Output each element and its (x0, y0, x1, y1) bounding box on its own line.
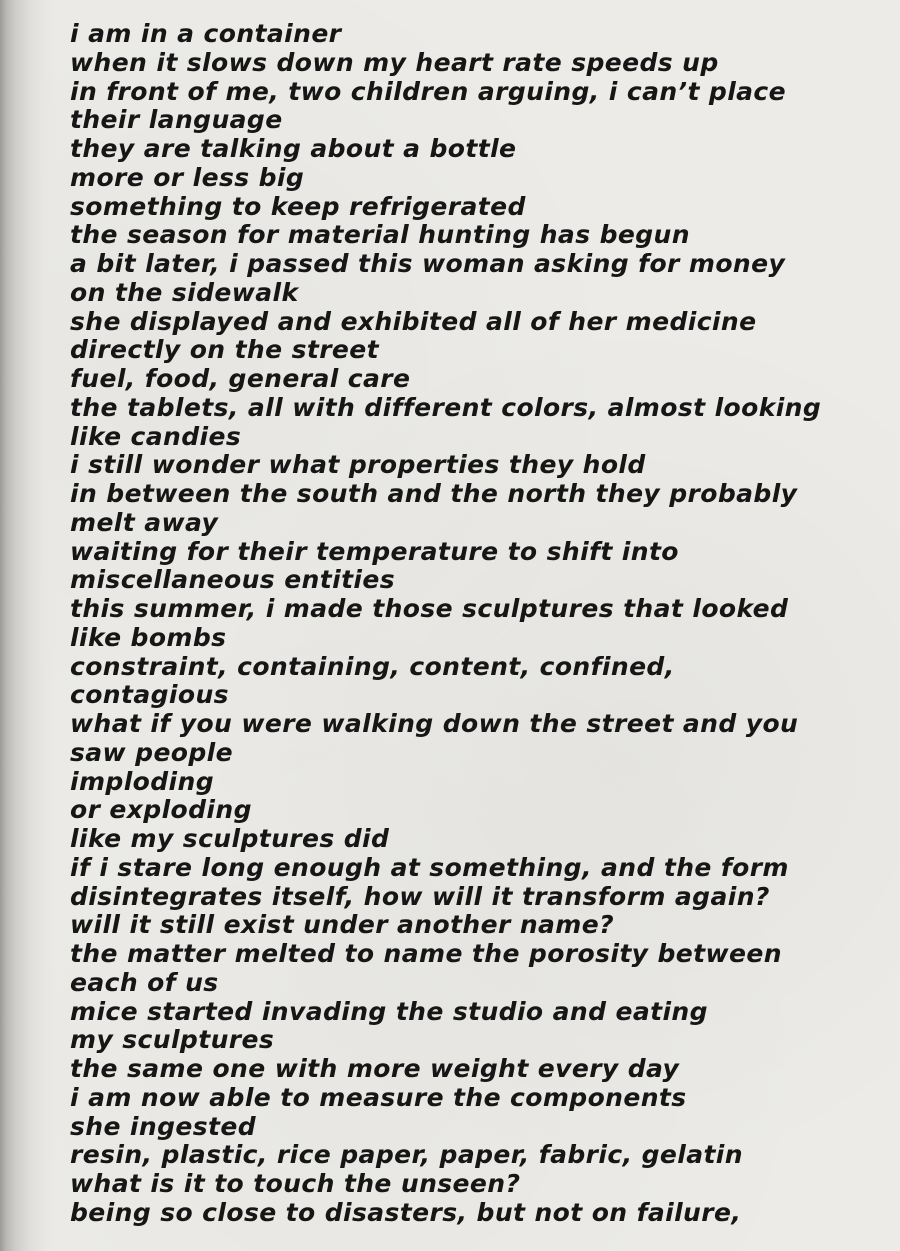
poem-line: or exploding (70, 795, 252, 825)
poem-line: miscellaneous entities (70, 565, 396, 595)
poem-line: this summer, i made those sculptures that looked (70, 594, 789, 623)
poem-line: mice started invading the studio and eating (70, 996, 708, 1026)
poem-line: saw people (70, 737, 233, 767)
poem-line: will it still exist under another name? (70, 910, 614, 940)
poem-line: i am now able to measure the components (70, 1082, 687, 1112)
poem-line: like candies (70, 421, 242, 451)
poem-line: each of us (70, 967, 219, 997)
poem-line: she ingested (70, 1111, 257, 1141)
poem-line: being so close to disasters, but not on failure, (70, 1197, 742, 1227)
poem-text (70, 20, 890, 1228)
poem-line: in front of me, two children arguing, i can’t place (70, 76, 787, 106)
poem-line: i still wonder what properties they hold (70, 450, 646, 480)
poem-line: waiting for their temperature to shift into (70, 536, 679, 566)
poem-line: they are talking about a bottle (70, 134, 517, 163)
poem-line: the season for material hunting has begun (70, 220, 690, 250)
poem-line: like bombs (70, 622, 227, 652)
poem-line: more or less big (70, 162, 305, 192)
book-gutter-shadow (0, 0, 58, 1251)
poem-line: resin, plastic, rice paper, paper, fabric, gelatin (70, 1140, 743, 1170)
poem-line: their language (70, 105, 283, 135)
poem-line: if i stare long enough at something, and the form (70, 852, 789, 882)
poem-line: the tablets, all with different colors, almost looking (70, 392, 822, 422)
poem-line: disintegrates itself, how will it transform again? (70, 881, 770, 911)
poem-line: melt away (70, 507, 219, 537)
poem-line: imploding (70, 766, 215, 796)
poem-line: something to keep refrigerated (70, 191, 526, 221)
poem-line: directly on the street (70, 335, 379, 365)
poem-line: what if you were walking down the street and you (70, 709, 799, 738)
poem-line: i am in a container (70, 19, 342, 48)
poem-line: the same one with more weight every day (70, 1054, 680, 1083)
poem-line: like my sculptures did (70, 824, 390, 853)
poem-line: constraint, containing, content, confined, (70, 651, 675, 681)
poem-line: in between the south and the north they probably (70, 479, 798, 508)
poem-line: a bit later, i passed this woman asking for money (70, 249, 786, 278)
poem-line: she displayed and exhibited all of her medicine (70, 306, 757, 336)
poem-line: the matter melted to name the porosity between (70, 939, 782, 968)
poem-line: my sculptures (70, 1025, 275, 1055)
poem-line: when it slows down my heart rate speeds up (70, 47, 719, 77)
poem-line: contagious (70, 680, 229, 710)
poem-line: on the sidewalk (70, 277, 299, 307)
poem-line: fuel, food, general care (70, 364, 411, 393)
poem-line: what is it to touch the unseen? (70, 1169, 521, 1198)
